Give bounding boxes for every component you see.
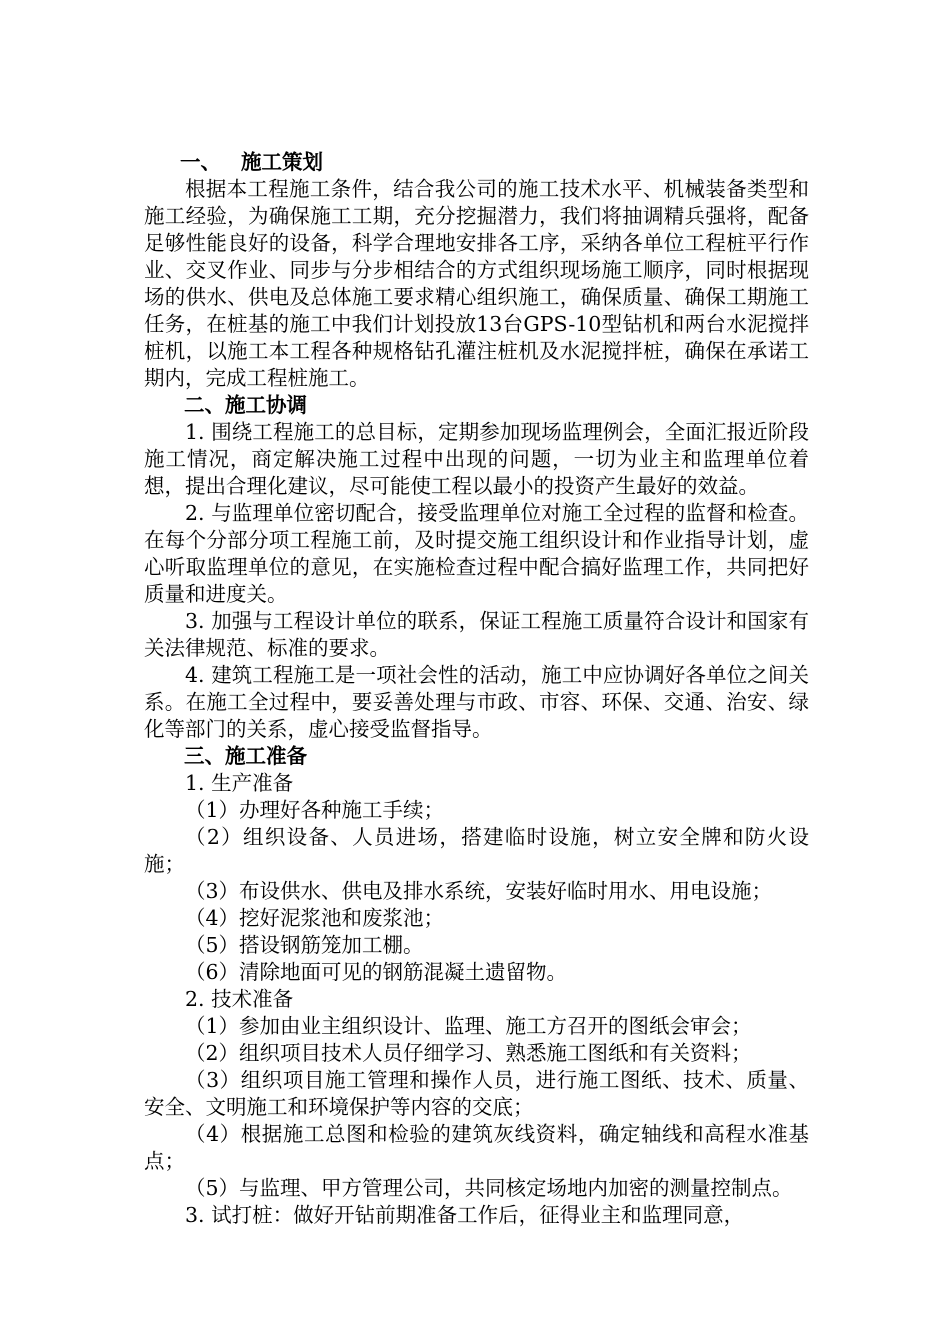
section-1-heading — [144, 149, 809, 176]
technical-prep-heading: 2. 技术准备 — [185, 987, 294, 1011]
document-page — [144, 149, 809, 1229]
production-prep-item: （6）清除地面可见的钢筋混凝土遗留物。 — [185, 960, 568, 984]
section-3-heading: 三、施工准备 — [184, 744, 307, 768]
production-prep-item: （3）布设供水、供电及排水系统，安装好临时用水、用电设施； — [185, 879, 773, 903]
technical-prep-item: （1）参加由业主组织设计、监理、施工方召开的图纸会审会； — [185, 1014, 752, 1038]
section-1-body: 根据本工程施工条件，结合我公司的施工技术水平、机械装备类型和施工经验，为确保施工工期，充分挖掘潜力，我们将抽调精兵强将，配备足够性能良好的设备，科学合理地安排各工序，采纳各单位工程桩平行作业、交叉作业、同步与分步相结合的方式组织现场施工顺序，同时根据现场的供水、供电及总体施工要求精心组织施工，确保质量、确保工期施工任务，在桩基的施工中我们计划投放13台GPS-10型钻机和两台水泥搅拌桩机，以施工本工程各种规格钻孔灌注桩机及水泥搅拌桩，确保在承诺工期内，完成工程桩施工。 — [144, 177, 809, 390]
section-2-heading: 二、施工协调 — [184, 393, 307, 417]
section-2-paragraph-3: 3. 加强与工程设计单位的联系，保证工程施工质量符合设计和国家有关法律规范、标准的要求。 — [144, 609, 809, 660]
section-1-title: 施工策划 — [241, 150, 323, 174]
production-prep-item: （4）挖好泥浆池和废浆池； — [185, 906, 445, 930]
section-2-paragraph-1: 1. 围绕工程施工的总目标，定期参加现场监理例会，全面汇报近阶段施工情况，商定解决施工过程中出现的问题，一切为业主和监理单位着想，提出合理化建议，尽可能使工程以最小的投资产生最好的效益。 — [144, 420, 809, 498]
trial-piling-paragraph: 3. 试打桩：做好开钻前期准备工作后，征得业主和监理同意， — [185, 1203, 745, 1227]
section-2-paragraph-2: 2. 与监理单位密切配合，接受监理单位对施工全过程的监督和检查。在每个分部分项工程施工前，及时提交施工组织设计和作业指导计划，虚心听取监理单位的意见，在实施检查过程中配合搞好监理工作，共同把好质量和进度关。 — [144, 501, 809, 606]
technical-prep-item: （2）组织项目技术人员仔细学习、熟悉施工图纸和有关资料； — [185, 1041, 752, 1065]
technical-prep-item: （4）根据施工总图和检验的建筑灰线资料，确定轴线和高程水准基点； — [144, 1122, 809, 1173]
section-1-number: 一、 — [180, 150, 221, 174]
technical-prep-item: （5）与监理、甲方管理公司，共同核定场地内加密的测量控制点。 — [185, 1176, 793, 1200]
section-2-paragraph-4: 4. 建筑工程施工是一项社会性的活动，施工中应协调好各单位之间关系。在施工全过程中，要妥善处理与市政、市容、环保、交通、治安、绿化等部门的关系，虚心接受监督指导。 — [144, 663, 809, 741]
production-prep-heading: 1. 生产准备 — [185, 771, 294, 795]
production-prep-item: （2）组织设备、人员进场，搭建临时设施，树立安全牌和防火设施； — [144, 825, 809, 876]
technical-prep-item: （3）组织项目施工管理和操作人员，进行施工图纸、技术、质量、安全、文明施工和环境保护等内容的交底； — [144, 1068, 809, 1119]
production-prep-item: （5）搭设钢筋笼加工棚。 — [185, 933, 424, 957]
production-prep-item: （1）办理好各种施工手续； — [185, 798, 445, 822]
